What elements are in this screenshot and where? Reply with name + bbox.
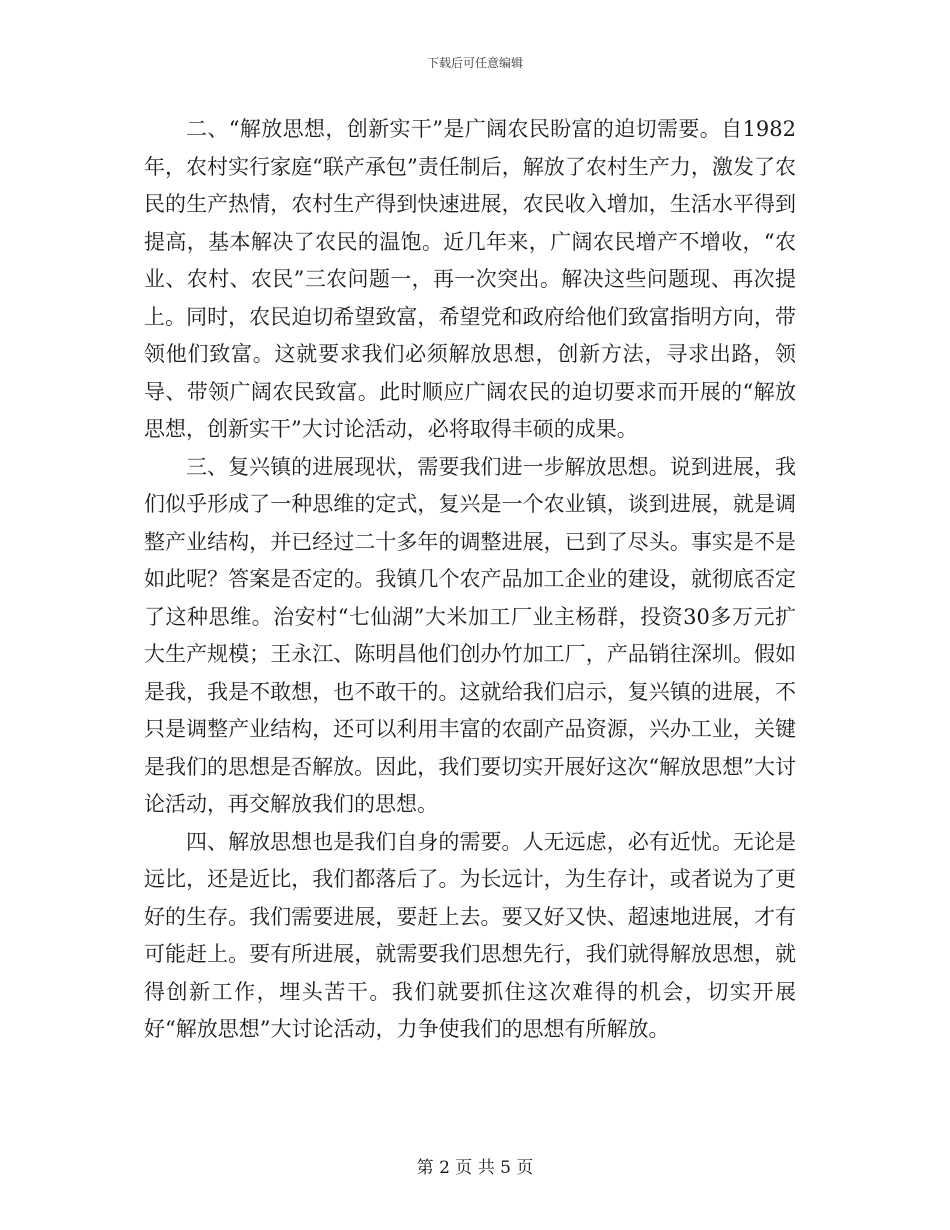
paragraph-four: 四、解放思想也是我们自身的需要。人无远虑，必有近忧。无论是远比，还是近比，我们都落后了。为长远计，为生存计，或者说为了更好的生存。我们需要进展，要赶上去。要又好又快、超速地进展，才有可能赶上。要有所进展，就需要我们思想先行，我们就得解放思想，就得创新工作，埋头苦干。我们就要抓住这次难得的机会，切实开展好“解放思想”大讨论活动，力争使我们的思想有所解放。 bbox=[144, 829, 796, 1041]
paragraph-two: 二、“解放思想，创新实干”是广阔农民盼富的迫切需要。自1982年，农村实行家庭“联产承包”责任制后，解放了农村生产力，激发了农民的生产热情，农村生产得到快速进展，农民收入增加，生活水平得到提高，基本解决了农民的温饱。近几年来，广阔农民增产不增收，“农业、农村、农民”三农问题一，再一次突出。解决这些问题现、再次提上。同时，农民迫切希望致富，希望党和政府给他们致富指明方向，带领他们致富。这就要求我们必须解放思想，创新方法，寻求出路，领导、带领广阔农民致富。此时顺应广阔农民的迫切要求而开展的“解放思想，创新实干”大讨论活动，必将取得丰硕的成果。 bbox=[144, 117, 796, 441]
header-note: 下载后可任意编辑 bbox=[426, 56, 523, 70]
body-text bbox=[144, 111, 796, 1049]
paragraph-three: 三、复兴镇的进展现状，需要我们进一步解放思想。说到进展，我们似乎形成了一种思维的定式，复兴是一个农业镇，谈到进展，就是调整产业结构，并已经过二十多年的调整进展，已到了尽头。事实是不是如此呢？答案是否定的。我镇几个农产品加工企业的建设，就彻底否定了这种思维。治安村“七仙湖”大米加工厂业主杨群，投资30多万元扩大生产规模；王永江、陈明昌他们创办竹加工厂，产品销往深圳。假如是我，我是不敢想，也不敢干的。这就给我们启示，复兴镇的进展，不只是调整产业结构，还可以利用丰富的农副产品资源，兴办工业，关键是我们的思想是否解放。因此，我们要切实开展好这次“解放思想”大讨论活动，再交解放我们的思想。 bbox=[144, 454, 796, 816]
page-footer: 第 2 页 共 5 页 bbox=[416, 1158, 534, 1178]
